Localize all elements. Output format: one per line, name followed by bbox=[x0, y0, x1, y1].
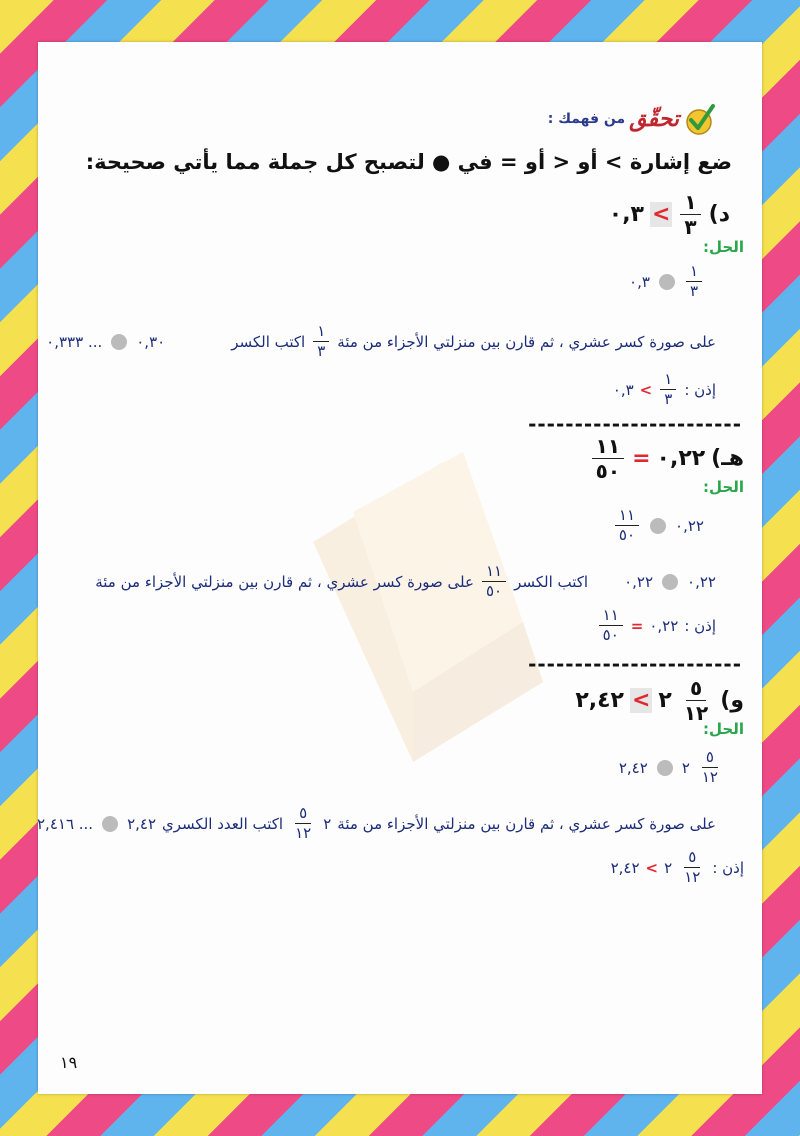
problem-h-step2: ٠,٢٢ ٠,٢٢ اكتب الكسر $\frac{١١}{٥٠}$ على صورة كسر عشري ، ثم قارن بين منزلتي الأجزاء من مئة bbox=[95, 562, 716, 600]
problem-d-decimal: ٠,٣ bbox=[608, 202, 644, 227]
compare-dot bbox=[662, 574, 678, 590]
divider-2: ----------------------- bbox=[528, 652, 742, 676]
problem-w-fraction: $\frac{٥}{١٢}$ bbox=[683, 676, 709, 725]
section-header bbox=[548, 102, 717, 136]
problem-d-step1: $\frac{١}{٣}$ ٠,٣ bbox=[629, 264, 704, 299]
solution-label-h: الحل: bbox=[703, 478, 744, 496]
compare-dot bbox=[650, 518, 666, 534]
checkmark-icon bbox=[683, 102, 717, 136]
solution-label-d: الحل: bbox=[703, 238, 744, 256]
problem-h bbox=[590, 436, 744, 481]
header-subtitle: من فهمك : bbox=[547, 111, 626, 127]
problem-h-decimal: ٠,٢٢ bbox=[656, 446, 706, 471]
divider-1: ----------------------- bbox=[528, 412, 742, 436]
problem-d-fraction: $\frac{١}{٣}$ bbox=[680, 192, 700, 237]
compare-dot bbox=[102, 816, 118, 832]
problem-w-whole: ٢ bbox=[658, 688, 672, 713]
problem-d-conclusion: إذن : $\frac{١}{٣}$ > ٠,٣ bbox=[612, 370, 716, 408]
problem-w-conclusion: إذن : $\frac{٥}{١٢}$ ٢ > ٢,٤٢ bbox=[610, 848, 744, 886]
problem-w-decimal: ٢,٤٢ bbox=[575, 688, 624, 713]
problem-h-label: هـ) bbox=[711, 446, 744, 471]
compare-dot bbox=[111, 334, 127, 350]
compare-dot bbox=[657, 760, 673, 776]
compare-dot bbox=[659, 274, 675, 290]
worksheet-page bbox=[38, 42, 762, 1094]
problem-w-step2: على صورة كسر عشري ، ثم قارن بين منزلتي الأجزاء من مئة ٢ $\frac{٥}{١٢}$ اكتب العدد الكسري ٢,٤٢ ... ٢,٤١٦ bbox=[37, 804, 716, 842]
problem-w-label: و) bbox=[720, 688, 744, 713]
problem-d-step2: على صورة كسر عشري ، ثم قارن بين منزلتي الأجزاء من مئة $\frac{١}{٣}$ اكتب الكسر ٠,٣٠ ... ٠,٣٣٣ bbox=[46, 322, 716, 360]
problem-w-step1: $\frac{٥}{١٢}$ ٢ ٢,٤٢ bbox=[618, 748, 718, 786]
problem-h-fraction: $\frac{١١}{٥٠}$ bbox=[592, 436, 624, 481]
solution-label-w: الحل: bbox=[703, 720, 744, 738]
problem-h-conclusion: إذن : ٠,٢٢ = $\frac{١١}{٥٠}$ bbox=[597, 608, 716, 643]
problem-h-step1: ٠,٢٢ $\frac{١١}{٥٠}$ bbox=[613, 508, 704, 543]
problem-w bbox=[575, 678, 744, 723]
book-watermark-icon bbox=[293, 422, 563, 782]
problem-d-sign: > bbox=[651, 202, 671, 227]
page-number: ١٩ bbox=[60, 1053, 78, 1072]
header-title: تحقّق bbox=[629, 106, 679, 132]
problem-d bbox=[609, 192, 730, 237]
problem-d-label: د) bbox=[708, 202, 730, 227]
instruction-text: ضع إشارة > أو < أو = في ● لتصبح كل جملة مما يأتي صحيحة: bbox=[85, 150, 732, 174]
problem-h-sign: = bbox=[632, 446, 651, 471]
problem-w-sign: > bbox=[631, 688, 651, 713]
